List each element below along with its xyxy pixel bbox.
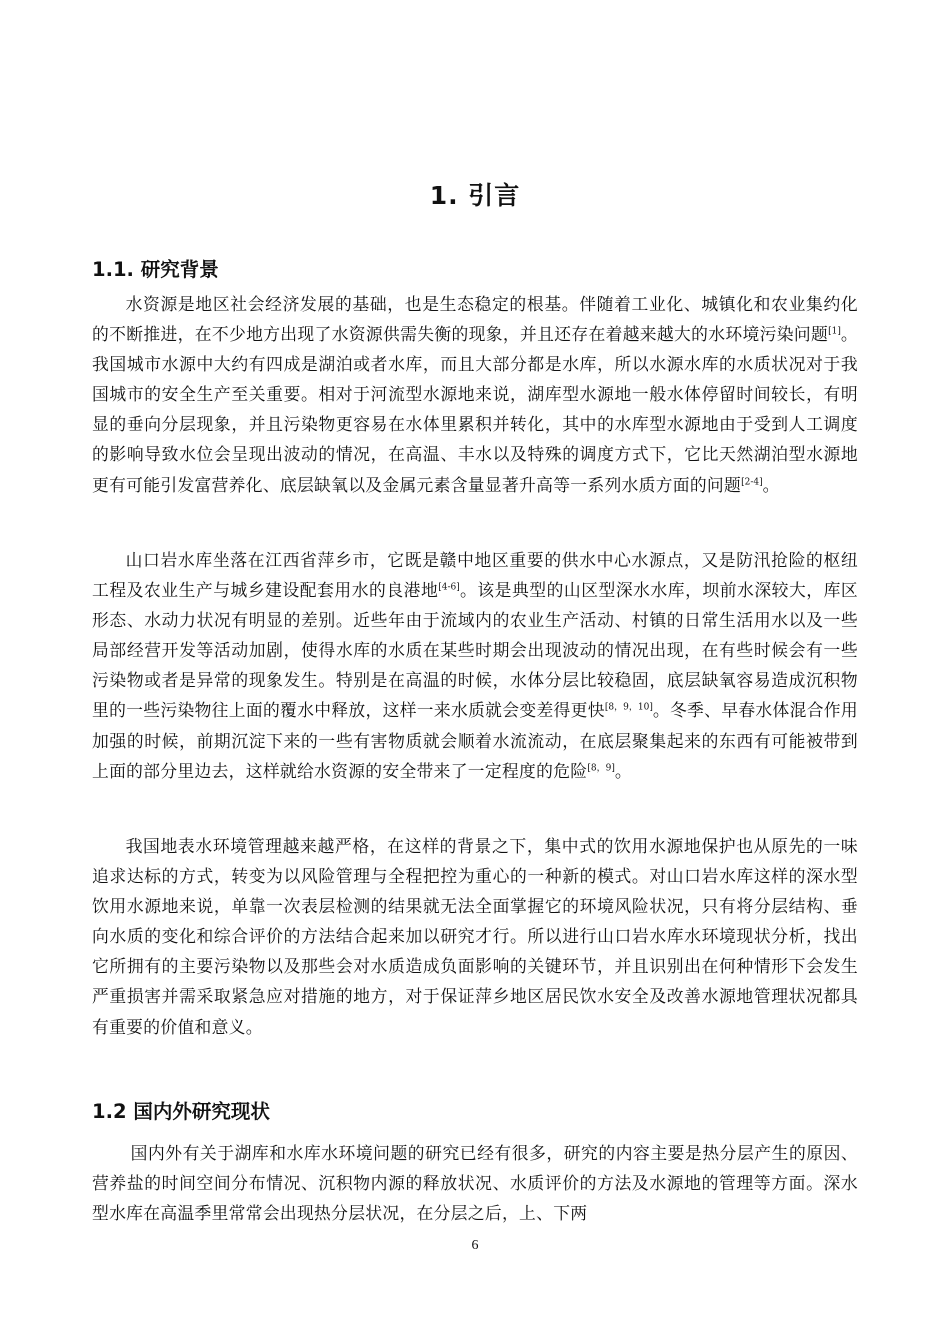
paragraph-text: 山口岩水库坐落在江西省萍乡市，它既是赣中地区重要的供水中心水源点，又是防汛抢险的枢纽工程及农业生产与城乡建设配套用水的良港地 (92, 550, 858, 601)
section-heading-research-status: 1.2 国内外研究现状 (92, 1100, 270, 1123)
page-number: 6 (471, 1238, 479, 1253)
section-heading-background: 1.1. 研究背景 (92, 258, 219, 281)
citation-ref: [1] (828, 326, 841, 337)
paragraph-text: 。 (614, 760, 632, 781)
citation-ref: [2-4] (741, 476, 763, 487)
paragraph-research-status-1: 国内外有关于湖库和水库水环境问题的研究已经有很多，研究的内容主要是热分层产生的原因、营养盐的时间空间分布情况、沉积物内源的释放状况、水质评价的方法及水源地的管理等方面。深水型水库在高温季里常常会出现热分层状况，在分层之后，上、下两 (92, 1143, 858, 1224)
paragraph-text: 。 (762, 474, 780, 495)
citation-ref: [4-6] (438, 582, 460, 593)
paragraph-text: 。该是典型的山区型深水水库，坝前水深较大，库区形态、水动力状况有明显的差别。近些年由于流域内的农业生产活动、村镇的日常生活用水以及一些局部经营开发等活动加剧，使得水库的水质在某些时期会出现波动的情况出现，在有些时候会有一些污染物或者是异常的现象发生。特别是在高温的时候，水体分层比较稳固，底层缺氧容易造成沉积物里的一些污染物往上面的覆水中释放，这样一来水质就会变差得更快 (92, 580, 858, 721)
paragraph-background-3: 我国地表水环境管理越来越严格，在这样的背景之下，集中式的饮用水源地保护也从原先的一味追求达标的方式，转变为以风险管理与全程把控为重心的一种新的模式。对山口岩水库这样的深水型饮用水源地来说，单靠一次表层检测的结果就无法全面掌握它的环境风险状况，只有将分层结构、垂向水质的变化和综合评价的方法结合起来加以研究才行。所以进行山口岩水库水环境现状分析，找出它所拥有的主要污染物以及那些会对水质造成负面影响的关键环节，并且识别出在何种情形下会发生严重损害并需采取紧急应对措施的地方，对于保证萍乡地区居民饮水安全及改善水源地管理状况都具有重要的价值和意义。 (92, 836, 858, 1037)
paragraph-background-1 (92, 289, 858, 500)
chapter-title: 1. 引言 (429, 181, 521, 210)
citation-ref: [8，9，10] (604, 702, 653, 713)
paragraph-text: 水资源是地区社会经济发展的基础，也是生态稳定的根基。伴随着工业化、城镇化和农业集约化的不断推进，在不少地方出现了水资源供需失衡的现象，并且还存在着越来越大的水环境污染问题 (92, 294, 858, 345)
paragraph-text: 。冬季、早春水体混合作用加强的时候，前期沉淀下来的一些有害物质就会顺着水流流动，在底层聚集起来的东西有可能被带到上面的部分里边去，这样就给水资源的安全带来了一定程度的危险 (92, 700, 858, 781)
paragraph-text: 。我国城市水源中大约有四成是湖泊或者水库，而且大部分都是水库，所以水源水库的水质状况对于我国城市的安全生产至关重要。相对于河流型水源地来说，湖库型水源地一般水体停留时间较长，有明显的垂向分层现象，并且污染物更容易在水体里累积并转化，其中的水库型水源地由于受到人工调度的影响导致水位会呈现出波动的情况，在高温、丰水以及特殊的调度方式下，它比天然湖泊型水源地更有可能引发富营养化、底层缺氧以及金属元素含量显著升高等一系列水质方面的问题 (92, 324, 858, 495)
citation-ref: [8，9] (587, 763, 615, 774)
paragraph-background-2 (92, 545, 858, 786)
